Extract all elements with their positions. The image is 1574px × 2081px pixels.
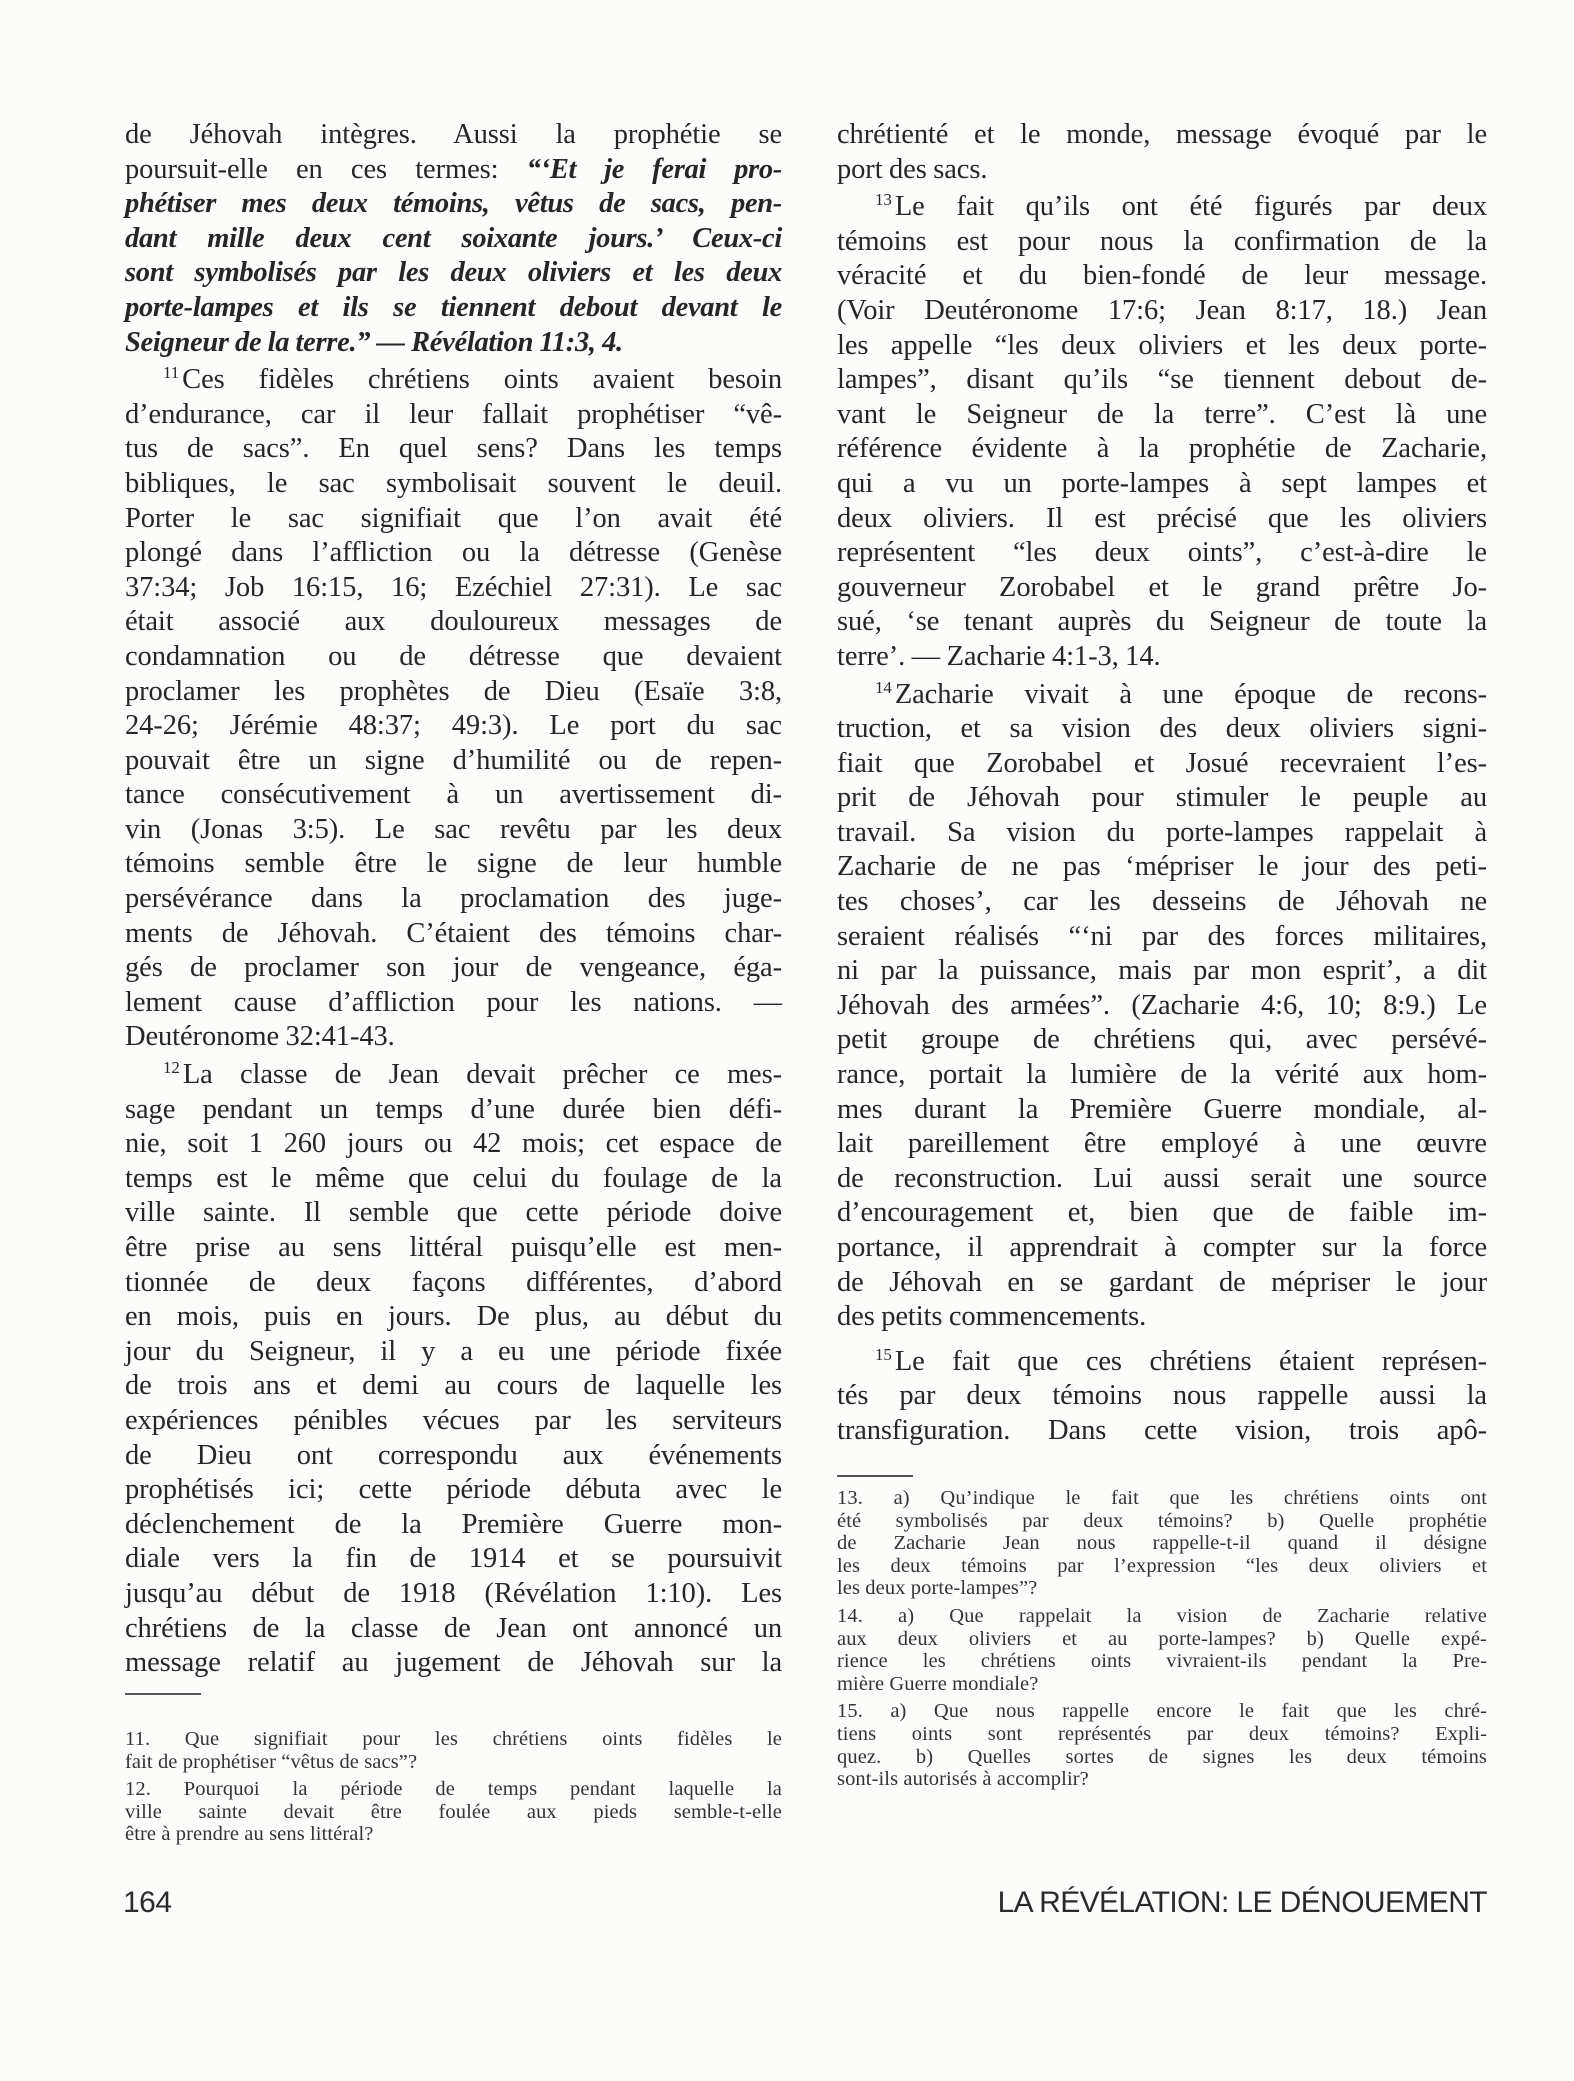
text-line: ments de Jéhovah. C’étaient des témoins char- xyxy=(125,917,782,949)
text-line: vant le Seigneur de la terre”. C’est là une xyxy=(837,398,1487,430)
footnote-line: 12. Pourquoi la période de temps pendant laquelle la xyxy=(125,1778,782,1801)
text-line: tance consécutivement à un avertissement di- xyxy=(125,779,782,811)
text-line: seraient réalisés “‘ni par des forces militaires, xyxy=(837,920,1487,952)
text-line: truction, et sa vision des deux oliviers signi- xyxy=(837,713,1487,745)
paragraph-number: 11 xyxy=(163,363,180,383)
text-line: pouvait être un signe d’humilité ou de repen- xyxy=(125,744,782,776)
scripture-quote-line: phétiser mes deux témoins, vêtus de sacs, pen- xyxy=(125,188,782,220)
footnote-line: 11. Que signifiait pour les chrétiens oints fidèles le xyxy=(125,1728,782,1750)
text-line: référence évidente à la prophétie de Zacharie, xyxy=(837,433,1487,465)
paragraph-13 xyxy=(837,190,1487,674)
paragraph-continuation xyxy=(837,118,1487,187)
text-line: déclenchement de la Première Guerre mon- xyxy=(125,1508,782,1540)
text-line xyxy=(125,153,782,188)
footnote-line: sont-ils autorisés à accomplir? xyxy=(837,1768,1089,1791)
footnote-divider xyxy=(125,1693,201,1695)
text-line: tionnée de deux façons différentes, d’abord xyxy=(125,1266,782,1298)
paragraph-number: 13 xyxy=(875,190,892,210)
text-line: lait pareillement être employé à une œuvre xyxy=(837,1128,1487,1160)
text-line: proclamer les prophètes de Dieu (Esaïe 3:8, xyxy=(125,675,782,707)
footnote-line: de Zacharie Jean nous rappelle-t-il quand il désigne xyxy=(837,1532,1487,1555)
text-line: tes choses’, car les desseins de Jéhovah ne xyxy=(837,886,1487,918)
footnote-line: été symbolisés par deux témoins? b) Quelle prophétie xyxy=(837,1509,1487,1532)
scripture-quote-line: sont symbolisés par les deux oliviers et les deux xyxy=(125,257,782,289)
study-question-11 xyxy=(125,1728,782,1773)
text-line: Zacharie de ne pas ‘mépriser le jour des peti- xyxy=(837,851,1487,883)
text-line: diale vers la fin de 1914 et se poursuivit xyxy=(125,1543,782,1575)
paragraph-14 xyxy=(837,678,1487,1335)
text-line: de Jéhovah en se gardant de mépriser le jour xyxy=(837,1266,1487,1298)
scripture-quote: “‘Et je ferai pro- xyxy=(526,153,782,185)
footnote-line: 13. a) Qu’indique le fait que les chrétiens oints ont xyxy=(837,1487,1487,1509)
running-title: LA RÉVÉLATION: LE DÉNOUEMENT xyxy=(997,1886,1487,1919)
left-column xyxy=(125,118,782,1681)
text-line: (Voir Deutéronome 17:6; Jean 8:17, 18.) Jean xyxy=(837,294,1487,326)
text-line xyxy=(837,190,1487,225)
text-line: tés par deux témoins nous rappelle aussi la xyxy=(837,1380,1487,1412)
study-questions-right xyxy=(837,1487,1487,1791)
text-line: 24-26; Jérémie 48:37; 49:3). Le port du sac xyxy=(125,710,782,742)
footnote-line: quez. b) Quelles sortes de signes les deux témoins xyxy=(837,1745,1487,1768)
study-question-15 xyxy=(837,1700,1487,1790)
scripture-quote-line: Seigneur de la terre.” — Révélation 11:3, 4. xyxy=(125,326,623,358)
text-line: ville sainte. Il semble que cette période doive xyxy=(125,1197,782,1229)
text-line: chrétienté et le monde, message évoqué par le xyxy=(837,119,1487,150)
footnote-line: fait de prophétiser “vêtus de sacs”? xyxy=(125,1750,418,1773)
study-question-14 xyxy=(837,1605,1487,1695)
text-line: Porter le sac signifiait que l’on avait été xyxy=(125,502,782,534)
text-line: de trois ans et demi au cours de laquelle les xyxy=(125,1370,782,1402)
paragraph-12 xyxy=(125,1058,782,1681)
text-line: jour du Seigneur, il y a eu une période fixée xyxy=(125,1335,782,1367)
text-run: Le fait que ces chrétiens étaient représen- xyxy=(894,1345,1487,1377)
footnote-line: 15. a) Que nous rappelle encore le fait que les chré- xyxy=(837,1700,1487,1723)
text-line: plongé dans l’affliction ou la détresse (Genèse xyxy=(125,537,782,569)
footnote-line: aux deux oliviers et au porte-lampes? b) Quelle expé- xyxy=(837,1627,1487,1650)
study-question-13 xyxy=(837,1487,1487,1600)
text-line xyxy=(837,1345,1487,1380)
text-line xyxy=(837,678,1487,713)
text-line: jusqu’au début de 1918 (Révélation 1:10). Les xyxy=(125,1577,782,1609)
paragraph-number: 12 xyxy=(163,1058,180,1078)
paragraph-number: 14 xyxy=(875,677,892,697)
text-line: d’endurance, car il leur fallait prophétiser “vê- xyxy=(125,398,782,430)
scripture-quote-line: dant mille deux cent soixante jours.’ Ceux-ci xyxy=(125,222,782,254)
text-run: Ces fidèles chrétiens oints avaient besoin xyxy=(182,364,782,396)
text-run: Le fait qu’ils ont été figurés par deux xyxy=(894,191,1487,223)
text-line: en mois, puis en jours. De plus, au début du xyxy=(125,1301,782,1333)
page-number: 164 xyxy=(123,1886,172,1919)
footnote-line: être à prendre au sens littéral? xyxy=(125,1823,374,1846)
paragraph-11 xyxy=(125,363,782,1055)
footnote-line: mière Guerre mondiale? xyxy=(837,1672,1039,1695)
text-line: des petits commencements. xyxy=(837,1301,1147,1333)
text-line: sué, ‘se tenant auprès du Seigneur de toute la xyxy=(837,606,1487,638)
footnote-line: les deux témoins par l’expression “les deux oliviers et xyxy=(837,1554,1487,1577)
text-line: terre’. — Zacharie 4:1-3, 14. xyxy=(837,640,1161,672)
text-line: condamnation ou de détresse que devaient xyxy=(125,640,782,672)
footnote-line: ville sainte devait être foulée aux pieds semble-t-elle xyxy=(125,1800,782,1823)
text-line: être prise au sens littéral puisqu’elle est men- xyxy=(125,1232,782,1263)
footnote-line: 14. a) Que rappelait la vision de Zacharie relative xyxy=(837,1604,1487,1627)
text-line: travail. Sa vision du porte-lampes rappelait à xyxy=(837,816,1487,848)
text-line: lampes”, disant qu’ils “se tiennent debout de- xyxy=(837,364,1487,396)
text-line: lement cause d’affliction pour les nations. — xyxy=(125,986,782,1018)
text-line: était associé aux douloureux messages de xyxy=(125,606,782,638)
text-line: de Jéhovah intègres. Aussi la prophétie se xyxy=(125,119,782,150)
text-line: 37:34; Job 16:15, 16; Ezéchiel 27:31). Le sac xyxy=(125,571,782,603)
study-question-12 xyxy=(125,1778,782,1846)
study-questions-left xyxy=(125,1728,782,1846)
text-line: témoins semble être le signe de leur humble xyxy=(125,848,782,880)
text-line: port des sacs. xyxy=(837,153,988,185)
footnote-line: tiens oints sont représentés par deux témoins? Expli- xyxy=(837,1722,1487,1745)
text-line xyxy=(125,363,782,398)
text-line: ni par la puissance, mais par mon esprit’, a dit xyxy=(837,955,1487,987)
text-line: prophétisés ici; cette période débuta avec le xyxy=(125,1474,782,1506)
text-line: Deutéronome 32:41-43. xyxy=(125,1021,395,1053)
text-line: portance, il apprendrait à compter sur la force xyxy=(837,1232,1487,1263)
text-line: gouverneur Zorobabel et le grand prêtre Jo- xyxy=(837,571,1487,603)
text-line: les appelle “les deux oliviers et les deux porte- xyxy=(837,329,1487,361)
text-line: d’encouragement et, bien que de faible im- xyxy=(837,1197,1487,1229)
text-line: nie, soit 1 260 jours ou 42 mois; cet espace de xyxy=(125,1128,782,1160)
text-line: deux oliviers. Il est précisé que les oliviers xyxy=(837,502,1487,534)
text-line xyxy=(125,1058,782,1093)
text-line: témoins est pour nous la confirmation de la xyxy=(837,225,1487,257)
text-run: Zacharie vivait à une époque de recons- xyxy=(894,678,1487,710)
text-line: message relatif au jugement de Jéhovah sur la xyxy=(125,1647,782,1679)
text-line: sage pendant un temps d’une durée bien défi- xyxy=(125,1093,782,1125)
text-line: fiait que Zorobabel et Josué recevraient l’es- xyxy=(837,747,1487,779)
scripture-quote-line: porte-lampes et ils se tiennent debout devant le xyxy=(125,291,782,323)
footnote-divider xyxy=(837,1475,913,1477)
text-line: Jéhovah des armées”. (Zacharie 4:6, 10; 8:9.) Le xyxy=(837,989,1487,1021)
right-column xyxy=(837,118,1487,1449)
text-line: chrétiens de la classe de Jean ont annoncé un xyxy=(125,1612,782,1644)
text-line: temps est le même que celui du foulage de la xyxy=(125,1162,782,1194)
text-run: poursuit-elle en ces termes: xyxy=(125,153,527,185)
text-line: vin (Jonas 3:5). Le sac revêtu par les deux xyxy=(125,813,782,845)
text-line: rance, portait la lumière de la vérité aux hom- xyxy=(837,1059,1487,1091)
text-line: transfiguration. Dans cette vision, trois apô- xyxy=(837,1414,1487,1446)
text-line: mes durant la Première Guerre mondiale, al- xyxy=(837,1093,1487,1125)
text-run: La classe de Jean devait prêcher ce mes- xyxy=(182,1059,782,1091)
text-line: qui a vu un porte-lampes à sept lampes et xyxy=(837,467,1487,499)
text-line: de Dieu ont correspondu aux événements xyxy=(125,1439,782,1471)
text-line: de reconstruction. Lui aussi serait une source xyxy=(837,1162,1487,1194)
text-line: bibliques, le sac symbolisait souvent le deuil. xyxy=(125,467,782,499)
footnote-line: rience les chrétiens oints vivraient-ils pendant la Pre- xyxy=(837,1650,1487,1673)
paragraph-number: 15 xyxy=(875,1344,892,1364)
paragraph-15 xyxy=(837,1345,1487,1449)
text-line: véracité et du bien-fondé de leur message. xyxy=(837,260,1487,292)
paragraph-continuation xyxy=(125,118,782,360)
text-line: gés de proclamer son jour de vengeance, éga- xyxy=(125,952,782,984)
text-line: expériences pénibles vécues par les serviteurs xyxy=(125,1404,782,1436)
text-line: tus de sacs”. En quel sens? Dans les temps xyxy=(125,433,782,465)
text-line: petit groupe de chrétiens qui, avec persévé- xyxy=(837,1024,1487,1056)
footnote-line: les deux porte-lampes”? xyxy=(837,1577,1038,1600)
text-line: représentent “les deux oints”, c’est-à-dire le xyxy=(837,537,1487,569)
text-line: prit de Jéhovah pour stimuler le peuple au xyxy=(837,782,1487,814)
text-line: persévérance dans la proclamation des juge- xyxy=(125,883,782,915)
